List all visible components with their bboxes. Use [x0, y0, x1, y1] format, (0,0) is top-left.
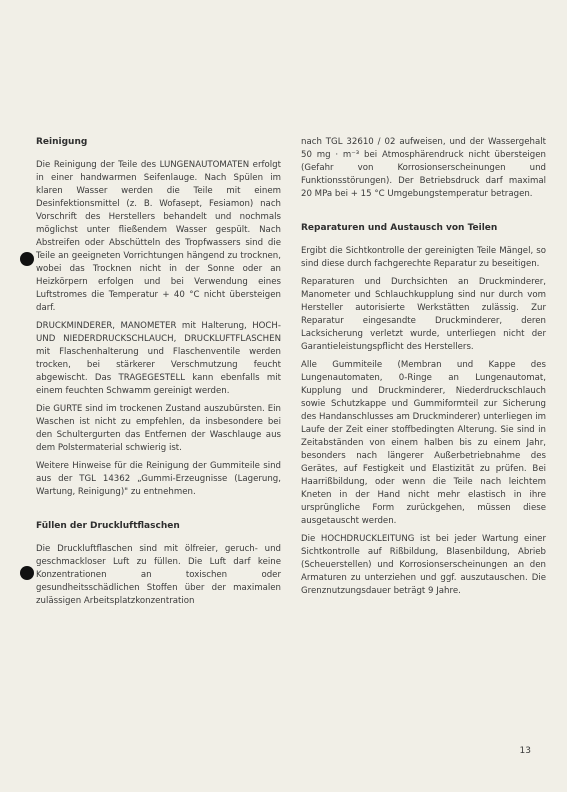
paragraph-filling-air: Die Druckluftflaschen sind mit ölfreier, geruch- und geschmackloser Luft zu füllen. Die Luft darf keine Konzentrationen an toxischen oder gesundheitsschädlichen Stoffen über der maximalen zulässigen Arbeitsplatzkonzentration: [36, 544, 281, 606]
right-column: [301, 136, 546, 598]
heading-repairs: Reparaturen und Austausch von Teilen: [301, 223, 498, 233]
paragraph-cleaning-rubber-parts: Weitere Hinweise für die Reinigung der Gummiteile sind aus der TGL 14362 „Gummi-Erzeugnisse (Lagerung, Wartung, Reinigung)" zu entnehmen.: [36, 461, 281, 497]
heading-cleaning: Reinigung: [36, 137, 88, 147]
paragraph-rubber-aging: Alle Gummiteile (Membran und Kappe des Lungenautomaten, 0-Ringe an Lungenautomat, Kupplung und Druckminderer, Niederdruckschlauch sowie Schutzkappe und Gummiformteil zur Sicherung des Handanschlusses am Druckminderer) unterliegen im Laufe der Zeit einer stoffbedingten Alterung. Sie sind in Zeitabständen von einem halben bis zu einem Jahr, besonders nach längerer Außerbetriebnahme des Gerätes, auf Festigkeit und Elastizität zu prüfen. Bei Haarrißbildung, oder wenn die Teile nach leichtem Kneten in der Hand nicht mehr elastisch in ihre ursprüngliche Form zurückgehen, müssen diese ausgetauscht werden.: [301, 360, 546, 526]
paragraph-cleaning-lung-automat: Die Reinigung der Teile des LUNGENAUTOMATEN erfolgt in einer handwarmen Seifenlauge. Nach Spülen im klaren Wasser werden die Teile mit einem Desinfektionsmittel (z. B. Wofasept, Fesiamon) nach Vorschrift des Herstellers behandelt und nochmals möglichst unter fließendem Wasser gespült. Nach Abstreifen oder Abschütteln des Tropfwassers sind die Teile an geeigneten Vorrichtungen hängend zu trocknen, wobei das Trocknen nicht in der Sonne oder an Heizkörpern erfolgen und bei Verwendung eines Luftstromes die Temperatur + 40 °C nicht übersteigen darf.: [36, 160, 281, 313]
punch-hole-bottom: [20, 566, 34, 580]
page-number: 13: [519, 746, 531, 756]
paragraph-repairs-defects: Ergibt die Sichtkontrolle der gereinigten Teile Mängel, so sind diese durch fachgerechte Reparatur zu beseitigen.: [301, 246, 546, 269]
paragraph-filling-continued: nach TGL 32610 / 02 aufweisen, und der Wassergehalt 50 mg · m⁻³ bei Atmosphärendruck nicht übersteigen (Gefahr von Korrosionserscheinungen und Funktionsstörungen). Der Betriebsdruck darf maximal 20 MPa bei + 15 °C Umgebungstemperatur betragen.: [301, 137, 546, 199]
paragraph-cleaning-pressure-reducer: DRUCKMINDERER, MANOMETER mit Halterung, HOCH- UND NIEDERDRUCKSCHLAUCH, DRUCKLUFTFLASCHEN mit Flaschenhalterung und Flaschenventile werden trocken, bei stärkerer Verschmutzung feucht abgewischt. Das TRAGEGESTELL kann ebenfalls mit einem feuchten Schwamm gereinigt werden.: [36, 321, 281, 396]
paragraph-high-pressure-line: Die HOCHDRUCKLEITUNG ist bei jeder Wartung einer Sichtkontrolle auf Rißbildung, Blasenbildung, Abrieb (Scheuerstellen) und Korrosionserscheinungen an den Armaturen zu unterziehen und ggf. auszutauschen. Die Grenznutzungsdauer beträgt 9 Jahre.: [301, 534, 546, 596]
heading-filling: Füllen der Druckluftflaschen: [36, 521, 180, 531]
left-column: [36, 136, 281, 608]
punch-hole-top: [20, 252, 34, 266]
paragraph-cleaning-belts: Die GURTE sind im trockenen Zustand auszubürsten. Ein Waschen ist nicht zu empfehlen, da insbesondere bei den Schultergurten das Entfernen der Waschlauge aus dem Polstermaterial schwierig ist.: [36, 404, 281, 453]
paragraph-repairs-authorized: Reparaturen und Durchsichten an Druckminderer, Manometer und Schlauchkupplung sind nur durch vom Hersteller autorisierte Werkstätten zulässig. Zur Reparatur eingesandte Druckminderer, deren Lacksicherung verletzt wurde, unterliegen nicht der Garantieleistungspflicht des Herstellers.: [301, 277, 546, 352]
